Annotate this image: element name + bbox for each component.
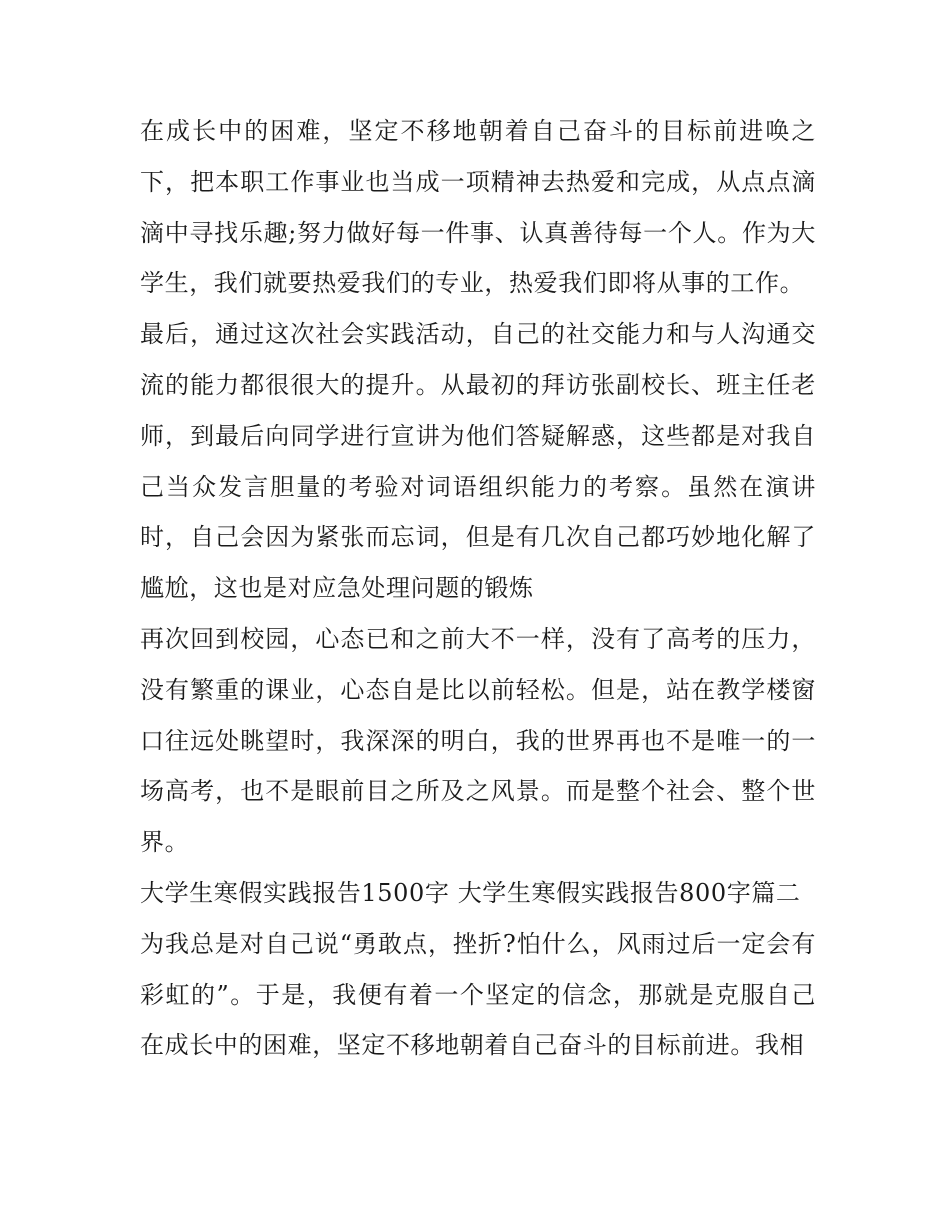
paragraph: 在成长中的困难，坚定不移地朝着自己奋斗的目标前进唤之下，把本职工作事业也当成一项精神去热爱和完成，从点点滴滴中寻找乐趣;努力做好每一件事、认真善待每一个人。作为大学生，我们就要热爱我们的专业，热爱我们即将从事的工作。 <box>140 117 816 298</box>
document-body <box>140 106 816 1071</box>
section-heading: 大学生寒假实践报告1500字 大学生寒假实践报告800字篇二 <box>140 878 801 907</box>
paragraph: 最后，通过这次社会实践活动，自己的社交能力和与人沟通交流的能力都很很大的提升。从最初的拜访张副校长、班主任老师，到最后向同学进行宣讲为他们答疑解惑，这些都是对我自己当众发言胆量的考验对词语组织能力的考察。虽然在演讲时，自己会因为紧张而忘词，但是有几次自己都巧妙地化解了尴尬，这也是对应急处理问题的锻炼 <box>140 320 816 603</box>
paragraph: 为我总是对自己说“勇敢点，挫折?怕什么，风雨过后一定会有彩虹的”。于是，我便有着一个坚定的信念，那就是克服自己在成长中的困难，坚定不移地朝着自己奋斗的目标前进。我相 <box>140 929 816 1060</box>
paragraph: 再次回到校园，心态已和之前大不一样，没有了高考的压力，没有繁重的课业，心态自是比以前轻松。但是，站在教学楼窗口往远处眺望时，我深深的明白，我的世界再也不是唯一的一场高考，也不是眼前目之所及之风景。而是整个社会、整个世界。 <box>140 624 816 857</box>
